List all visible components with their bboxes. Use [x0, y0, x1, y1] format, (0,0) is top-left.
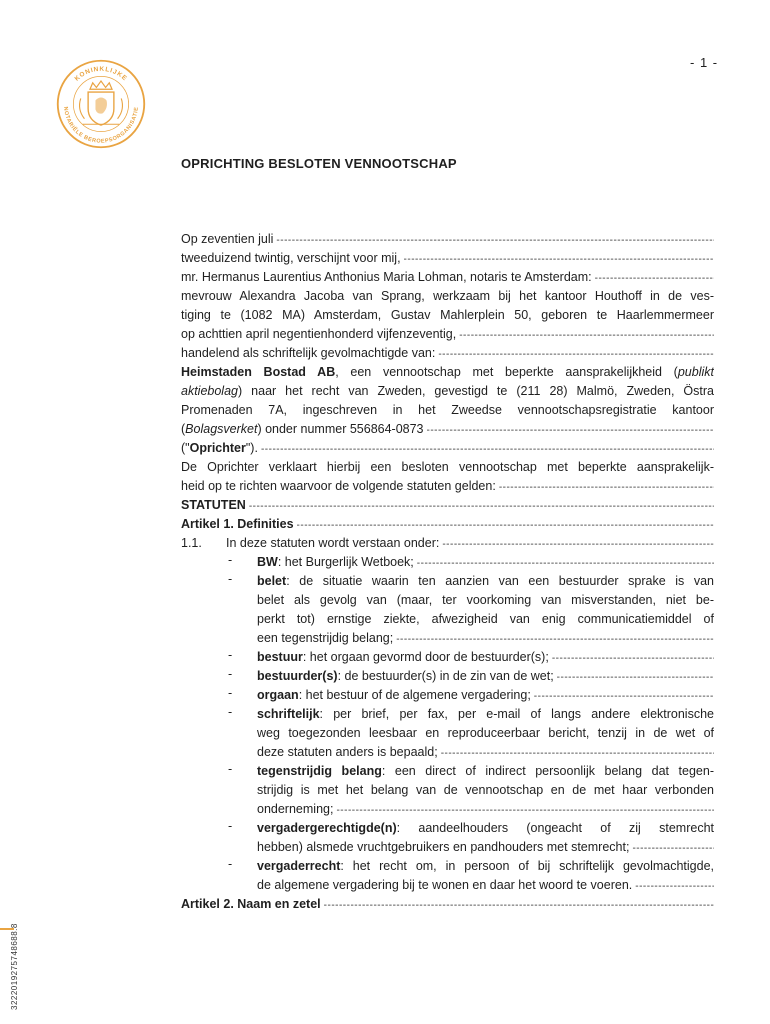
text-line — [181, 439, 714, 458]
definition-item — [257, 648, 714, 667]
text-line — [181, 249, 714, 268]
definition-item — [257, 762, 714, 781]
text-line — [257, 876, 714, 895]
seal-text-bottom: NOTARIËLE BEROEPSORGANISATIE — [62, 106, 140, 145]
text-line — [257, 724, 714, 743]
line-text: : het orgaan gevormd door de bestuurder(s); — [302, 650, 549, 664]
text-line — [257, 743, 714, 762]
text-line — [181, 325, 714, 344]
definition-item — [257, 705, 714, 724]
party-name: Heimstaden Bostad AB — [181, 365, 336, 379]
list-bullet: - — [228, 762, 233, 776]
defined-term: tegenstrijdig belang — [257, 764, 382, 778]
page-number: - 1 - — [690, 55, 719, 70]
line-text: Op zeventien juli — [181, 232, 274, 246]
line-text: : aandeelhouders (ongeacht of zij stemrecht — [396, 821, 714, 835]
line-text: tiging te (1082 MA) Amsterdam, Gustav Mahlerplein 50, geboren te Haarlemmermeer — [181, 308, 714, 322]
list-bullet: - — [228, 648, 233, 662]
text-line — [257, 629, 714, 648]
text-line — [181, 268, 714, 287]
list-bullet: - — [228, 819, 233, 833]
defined-term: vergaderrecht — [257, 859, 341, 873]
text-line — [181, 382, 714, 401]
line-text: , een vennootschap met beperkte aansprakelijkheid ( — [335, 365, 678, 379]
definition-item — [257, 572, 714, 591]
line-text: : een direct of indirect persoonlijk belang dat tegen- — [381, 764, 714, 778]
text-line — [181, 458, 714, 477]
line-text: de algemene vergadering bij te wonen en daar het woord te voeren. — [257, 878, 633, 892]
line-text: Promenaden 7A, ingeschreven in het Zweedse vennootschapsregistratie kantoor — [181, 403, 714, 417]
line-text: op achttien april negentienhonderd vijfenzeventig, — [181, 327, 457, 341]
text-line — [181, 534, 714, 553]
filler-dashes — [459, 326, 714, 344]
filler-dashes — [261, 440, 714, 458]
text-line — [181, 230, 714, 249]
list-bullet: - — [228, 553, 233, 567]
line-text-italic: publikt — [677, 365, 714, 379]
filler-dashes — [396, 630, 714, 648]
line-text: "). — [245, 441, 258, 455]
line-text: een tegenstrijdig belang; — [257, 631, 394, 645]
list-bullet: - — [228, 857, 233, 871]
text-line — [257, 610, 714, 629]
filler-dashes — [441, 744, 714, 762]
filler-dashes — [534, 687, 714, 705]
line-text: heid op te richten waarvoor de volgende statuten gelden: — [181, 479, 496, 493]
clause-number: 1.1. — [181, 536, 202, 550]
line-text: belet als gevolg van (maar, ter voorkoming van misverstanden, niet be- — [257, 593, 714, 607]
seal-text-top: KONINKLIJKE — [73, 65, 129, 83]
defined-term: orgaan — [257, 688, 299, 702]
line-text: strijdig is met het belang van de vennootschap en de met haar verbonden — [257, 783, 714, 797]
heading-article-1: Artikel 1. Definities — [181, 517, 294, 531]
filler-dashes — [297, 516, 714, 534]
line-text: mevrouw Alexandra Jacoba van Sprang, werkzaam bij het kantoor Houthoff in de ves- — [181, 289, 714, 303]
line-text: ) naar het recht van Zweden, gevestigd te (211 28) Malmö, Zweden, Östra — [238, 384, 714, 398]
line-text: perkt tot) ernstige ziekte, afwezigheid van enig communicatiemiddel of — [257, 612, 714, 626]
line-text: tweeduizend twintig, verschijnt voor mij, — [181, 251, 401, 265]
filler-dashes — [324, 896, 714, 914]
filler-dashes — [557, 668, 714, 686]
line-text: (" — [181, 441, 190, 455]
line-text: : het bestuur of de algemene vergadering; — [298, 688, 531, 702]
heading-article-2: Artikel 2. Naam en zetel — [181, 897, 321, 911]
list-bullet: - — [228, 667, 233, 681]
line-text-italic: Bolagsverket — [185, 422, 258, 436]
filler-dashes — [417, 554, 714, 572]
text-line — [257, 781, 714, 800]
document-title: OPRICHTING BESLOTEN VENNOOTSCHAP — [181, 156, 457, 171]
filler-dashes — [249, 497, 714, 515]
line-text: mr. Hermanus Laurentius Anthonius Maria Lohman, notaris te Amsterdam: — [181, 270, 592, 284]
filler-dashes — [442, 535, 714, 553]
text-line — [181, 420, 714, 439]
line-text: hebben) alsmede vruchtgebruikers en pandhouders met stemrecht; — [257, 840, 630, 854]
line-text: : de bestuurder(s) in de zin van de wet; — [337, 669, 554, 683]
definition-item — [257, 857, 714, 876]
list-bullet: - — [228, 705, 233, 719]
filler-dashes — [438, 345, 714, 363]
text-line — [181, 344, 714, 363]
article-heading — [181, 895, 714, 914]
line-text: : de situatie waarin ten aanzien van een bestuurder sprake is van — [286, 574, 714, 588]
text-line — [181, 401, 714, 420]
text-line — [181, 287, 714, 306]
line-text-italic: aktiebolag — [181, 384, 238, 398]
text-line — [257, 838, 714, 857]
article-heading — [181, 515, 714, 534]
text-line — [181, 363, 714, 382]
list-bullet: - — [228, 686, 233, 700]
line-text: onderneming; — [257, 802, 334, 816]
line-text: ( — [181, 422, 186, 436]
defined-term: BW — [257, 555, 278, 569]
filler-dashes — [404, 250, 714, 268]
text-line — [181, 477, 714, 496]
definition-item — [257, 819, 714, 838]
line-text: weg toegezonden leesbaar en reproduceerbaar bericht, tenzij in de wet of — [257, 726, 714, 740]
defined-term: vergadergerechtigde(n) — [257, 821, 397, 835]
text-line — [257, 800, 714, 819]
line-text: De Oprichter verklaart hierbij een besloten vennootschap met beperkte aansprakelijk- — [181, 460, 714, 474]
definition-item — [257, 553, 714, 572]
section-heading — [181, 496, 714, 515]
line-text: ) onder nummer 556864-0873 — [257, 422, 424, 436]
text-line — [181, 306, 714, 325]
heading-statuten: STATUTEN — [181, 498, 246, 512]
list-bullet: - — [228, 572, 233, 586]
definition-item — [257, 667, 714, 686]
defined-term: bestuur — [257, 650, 303, 664]
text-line — [257, 591, 714, 610]
filler-dashes — [336, 801, 714, 819]
filler-dashes — [635, 877, 714, 895]
line-text: In deze statuten wordt verstaan onder: — [226, 536, 440, 550]
line-text: : het recht om, in persoon of bij schriftelijk gevolmachtigde, — [340, 859, 714, 873]
notary-seal-icon — [55, 58, 147, 150]
document-barcode-number: 3222019275748688.8 — [10, 923, 19, 1010]
filler-dashes — [595, 269, 714, 287]
definition-item — [257, 686, 714, 705]
filler-dashes — [427, 421, 714, 439]
line-text: deze statuten anders is bepaald; — [257, 745, 438, 759]
filler-dashes — [499, 478, 714, 496]
line-text: handelend als schriftelijk gevolmachtigde van: — [181, 346, 436, 360]
defined-term: Oprichter — [189, 441, 246, 455]
defined-term: bestuurder(s) — [257, 669, 338, 683]
line-text: : het Burgerlijk Wetboek; — [277, 555, 414, 569]
defined-term: schriftelijk — [257, 707, 320, 721]
filler-dashes — [276, 231, 714, 249]
filler-dashes — [632, 839, 714, 857]
line-text: : per brief, per fax, per e-mail of langs andere elektronische — [319, 707, 714, 721]
filler-dashes — [552, 649, 714, 667]
defined-term: belet — [257, 574, 287, 588]
